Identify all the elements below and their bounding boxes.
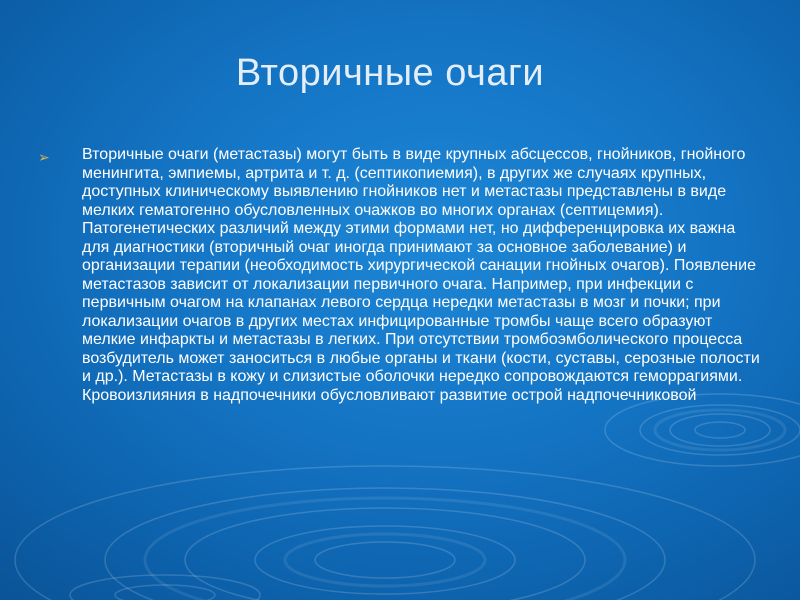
bullet-text: Вторичные очаги (метастазы) могут быть в виде крупных абсцессов, гнойников, гнойного менингита, эмпиемы, артрита и т. д. (септикопиемия), в других же случаях крупных, доступных клиническому выявлению гнойников нет и метастазы представлены в виде мелких гематогенно обусловленных очажков во многих органах (септицемия). Патогенетических различий между этими формами нет, но дифференцировка их важна для диагностики (вторичный очаг иногда принимают за основное заболевание) и организации терапии (необходимость хирургической санации гнойных очагов). Появление метастазов зависит от локализации первичного очага. Например, при инфекции с первичным очагом на клапанах левого сердца нередки метастазы в мозг и почки; при локализации очагов в других местах инфицированные тромбы чаще всего образуют мелкие инфаркты и метастазы в легких. При отсутствии тромбоэмболического процесса возбудитель может заноситься в любые органы и ткани (кости, суставы, серозные полости и др.). Метастазы в кожу и слизистые оболочки нередко сопровождаются геморрагиями. Кровоизлияния в надпочечники обусловливают развитие острой надпочечниковой bbox=[82, 146, 760, 404]
slide-title: Вторичные очаги bbox=[235, 52, 545, 94]
arrow-bullet-icon: ➢ bbox=[38, 149, 50, 165]
